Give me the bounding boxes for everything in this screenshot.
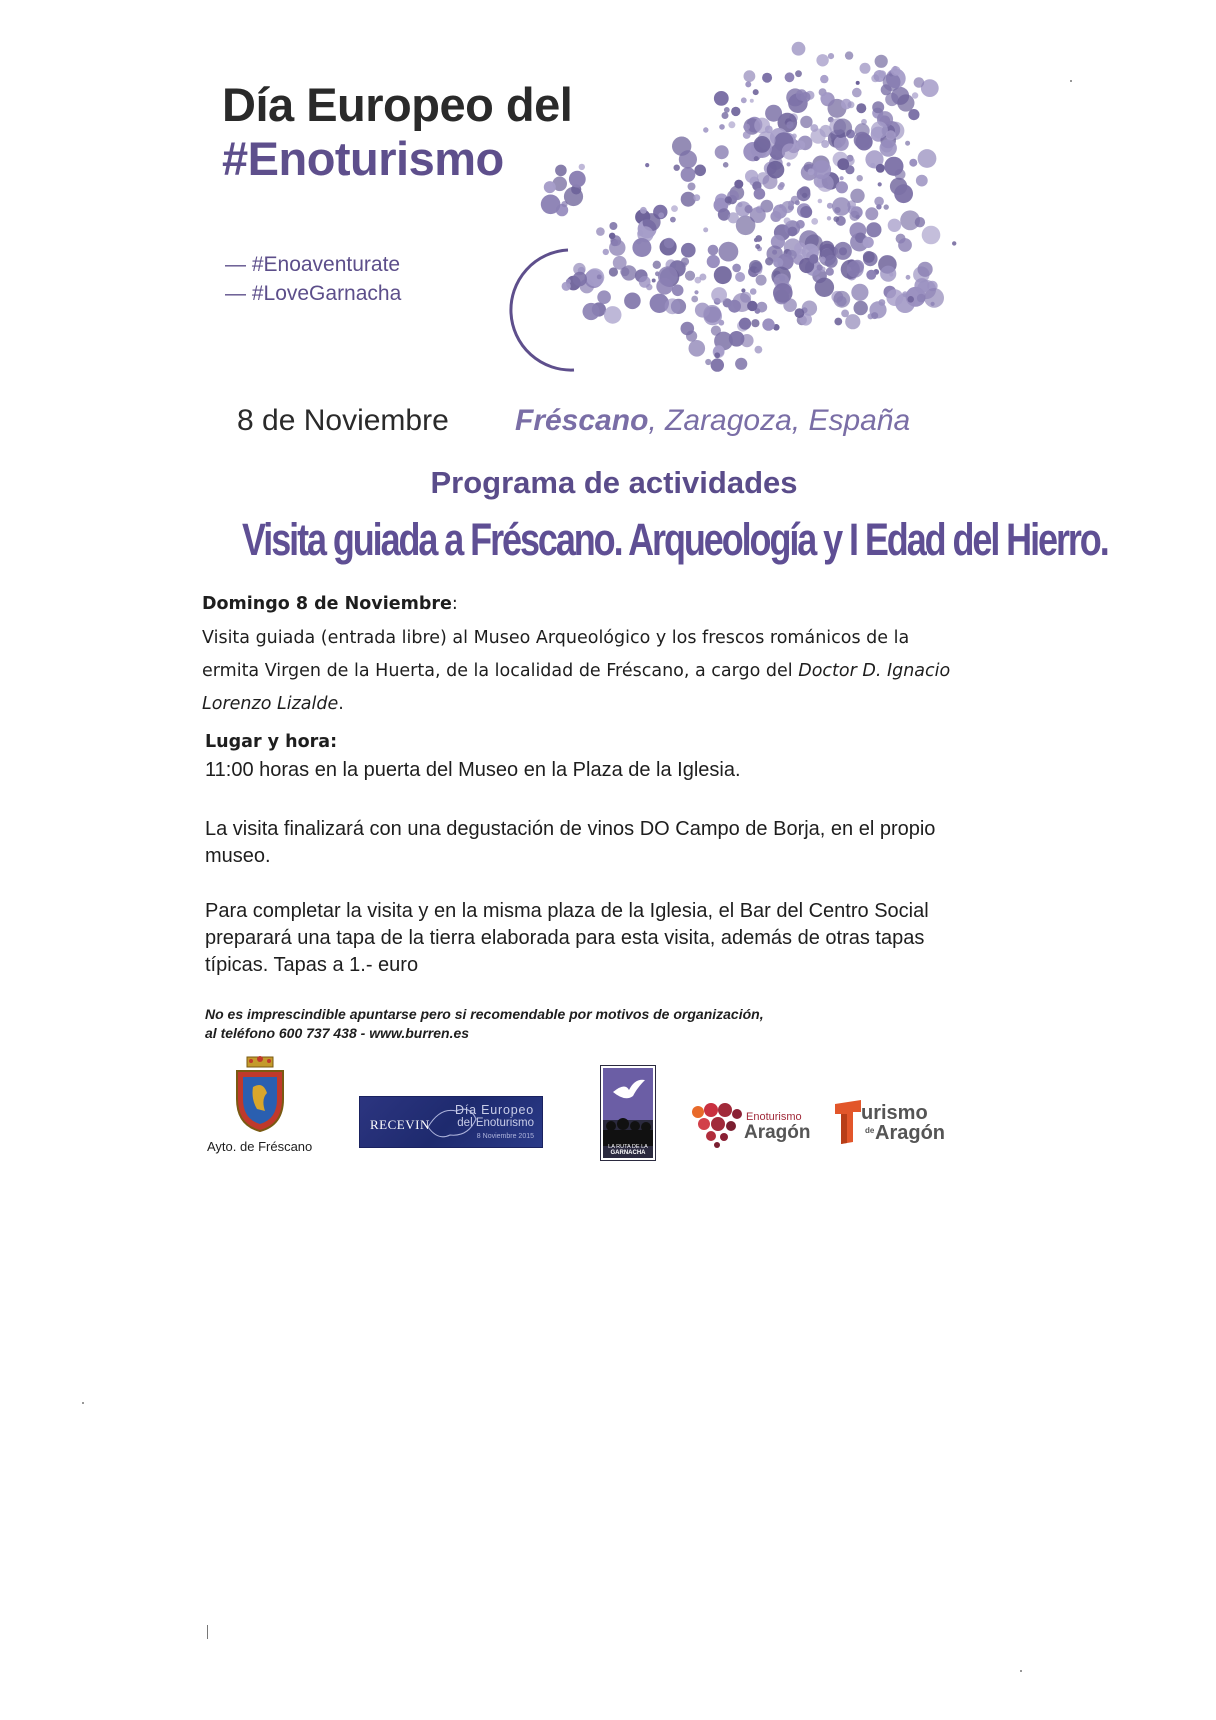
map-dot [689, 340, 706, 357]
map-dot [817, 264, 823, 270]
map-dot [670, 217, 676, 223]
day-heading-colon: : [451, 594, 458, 614]
map-dot [909, 159, 917, 167]
map-dot [762, 318, 774, 330]
map-dot [741, 288, 745, 292]
map-dot [566, 279, 571, 284]
map-dot [671, 205, 678, 212]
map-dot [732, 264, 741, 273]
map-dot [753, 89, 759, 95]
tapas-paragraph: Para completar la visita y en la misma plaza de la Iglesia, el Bar del Centro Social preparará una tapa de la tierra elaborada para esta visita, además de otras tapas típicas. Tapas a 1.- euro [205, 900, 929, 976]
map-dot [564, 187, 583, 206]
map-dot [889, 272, 893, 276]
map-dot [826, 268, 834, 276]
map-dot [751, 319, 759, 327]
map-dot [894, 184, 913, 203]
activity-description [202, 622, 962, 721]
activity-description-end: . [338, 694, 344, 714]
ruta-garnacha-logo [601, 1066, 655, 1160]
map-dot [820, 257, 826, 263]
map-dot [652, 279, 656, 283]
wine-tasting-paragraph: La visita finalizará con una degustación de vinos DO Campo de Borja, en el propio museo. [205, 818, 936, 867]
map-dot [870, 163, 875, 168]
scan-speck [82, 1402, 84, 1404]
map-dot [609, 222, 617, 230]
event-title-line1: Día Europeo del [222, 78, 573, 131]
map-dot [728, 212, 739, 223]
map-dot [579, 164, 585, 170]
map-dot [856, 103, 866, 113]
map-dot [694, 290, 698, 294]
map-dot [745, 170, 758, 183]
map-dot [851, 284, 868, 301]
map-dot [796, 89, 807, 100]
map-dot [832, 197, 851, 216]
map-dot [745, 81, 751, 87]
map-dot [695, 303, 710, 318]
map-dot [743, 124, 750, 131]
map-dot [609, 233, 616, 240]
program-title: Programa de actividades [430, 465, 798, 500]
town-hall-caption: Ayto. de Fréscano [207, 1139, 313, 1154]
map-dot [703, 227, 708, 232]
map-dot [685, 271, 695, 281]
map-dot [596, 227, 605, 236]
map-dot [875, 55, 888, 68]
map-dot [778, 184, 784, 190]
event-location [515, 404, 910, 438]
scan-speck [1070, 80, 1072, 82]
turismo-aragon-logo [833, 1096, 973, 1150]
map-dot [815, 278, 834, 297]
map-dot [788, 227, 798, 237]
map-dot [848, 101, 855, 108]
map-dot [703, 127, 708, 132]
map-dot [765, 126, 773, 134]
map-dot [632, 238, 651, 257]
map-dot [719, 124, 725, 130]
map-dot [825, 255, 838, 268]
map-dot [681, 192, 696, 207]
map-dot [856, 133, 873, 150]
map-dot [811, 218, 818, 225]
event-location-town: Fréscano [515, 404, 649, 437]
map-dot [828, 53, 834, 59]
map-dot [866, 222, 881, 237]
map-dot [755, 346, 763, 354]
map-dot [905, 141, 910, 146]
map-dot [891, 66, 901, 76]
recevin-date: 8 Noviembre 2015 [476, 1133, 534, 1140]
map-dot [750, 288, 757, 295]
map-dot [739, 318, 751, 330]
map-dot [792, 42, 806, 56]
map-dot [597, 290, 611, 304]
map-dot [705, 359, 711, 365]
enoturismo-region: Aragón [744, 1122, 811, 1143]
map-dot [714, 266, 732, 284]
map-dot [645, 163, 649, 167]
map-dot [695, 277, 702, 284]
map-dot [765, 105, 782, 122]
map-dot [688, 183, 696, 191]
map-dot [725, 196, 732, 203]
hashtag-list [225, 250, 401, 308]
map-dot [714, 352, 720, 358]
map-dot [802, 193, 807, 198]
map-dot [711, 287, 727, 303]
map-dot [833, 216, 839, 222]
map-dot [772, 155, 776, 159]
scan-speck [1020, 1670, 1022, 1672]
registration-note-line2: al teléfono 600 737 438 - www.burren.es [205, 1025, 470, 1041]
map-dot [597, 275, 602, 280]
map-dot [787, 162, 791, 166]
meeting-time-place: 11:00 horas en la puerta del Museo en la Plaza de la Iglesia. [205, 759, 741, 781]
registration-note [205, 1005, 925, 1043]
map-dot [718, 320, 724, 326]
map-dot [850, 211, 860, 221]
map-dot [679, 150, 697, 168]
map-dot [728, 300, 741, 313]
grape-cluster-icon [690, 1098, 744, 1148]
map-dot [888, 219, 901, 232]
map-dot [884, 204, 889, 209]
map-dot [609, 267, 618, 276]
map-dot [850, 189, 864, 203]
map-dot [800, 116, 812, 128]
map-dot [800, 206, 812, 218]
map-dot [907, 296, 914, 303]
map-dot [833, 119, 852, 138]
map-dot [544, 181, 556, 193]
map-dot [735, 272, 745, 282]
map-dot [791, 196, 799, 204]
map-dot [694, 165, 706, 177]
recevin-brand: RECEVIN [370, 1117, 430, 1132]
map-dot [609, 240, 625, 256]
event-title-line2: #Enoturismo [222, 132, 504, 185]
dot-cluster [541, 42, 957, 372]
map-dot [908, 109, 919, 120]
map-dot [860, 63, 871, 74]
europe-dot-map-graphic [496, 38, 966, 398]
hashtag-enoaventurate: — #Enoaventurate [225, 253, 401, 276]
map-dot [866, 270, 876, 280]
guide-name: Doctor D. Ignacio Lorenzo Lizalde [202, 661, 951, 714]
map-dot [808, 168, 815, 175]
map-dot [880, 266, 896, 282]
map-dot [922, 226, 941, 245]
map-dot [782, 143, 798, 159]
map-dot [728, 121, 735, 128]
map-dot [773, 205, 787, 219]
map-dot [573, 272, 587, 286]
day-heading [202, 588, 458, 621]
recevin-line1: Día Europeo [455, 1103, 534, 1117]
map-dot [756, 206, 764, 214]
map-dot [754, 136, 771, 153]
map-dot [674, 165, 680, 171]
map-dot [722, 112, 729, 119]
map-dot [833, 291, 850, 308]
map-dot [834, 136, 849, 151]
map-dot [749, 260, 762, 273]
map-dot [840, 176, 844, 180]
map-dot [621, 265, 636, 280]
map-dot [665, 298, 681, 314]
map-dot [871, 121, 888, 138]
map-dot [762, 73, 772, 83]
map-dot [729, 331, 745, 347]
map-dot [754, 238, 758, 242]
turismo-word: urismo [861, 1102, 928, 1124]
map-dot [827, 216, 831, 220]
map-dot [872, 101, 884, 113]
people-silhouette-icon [603, 1116, 653, 1146]
map-dot [681, 167, 696, 182]
scan-speck [207, 1625, 208, 1639]
map-dot [744, 70, 756, 82]
map-dot [658, 266, 678, 286]
map-dot [731, 107, 740, 116]
map-dot [906, 275, 911, 280]
map-dot [834, 318, 842, 326]
map-dot [767, 161, 785, 179]
turismo-region: Aragón [875, 1122, 945, 1144]
map-dot [924, 288, 944, 308]
map-dot [714, 91, 729, 106]
map-dot [812, 160, 831, 179]
map-dot [786, 121, 793, 128]
garnacha-line1: LA RUTA DE LA [608, 1144, 648, 1150]
map-dot [711, 358, 724, 371]
map-dot [912, 92, 918, 98]
activity-description-text: Visita guiada (entrada libre) al Museo Arqueológico y los frescos románicos de la ermita Virgen de la Huerta, de la localidad de Fréscano, a cargo del [202, 628, 910, 681]
map-dot [827, 203, 833, 209]
map-dot [745, 205, 753, 213]
map-dot [723, 162, 729, 168]
map-dot [672, 285, 684, 297]
map-dot [603, 249, 609, 255]
map-dot [741, 97, 747, 103]
map-dot [664, 238, 675, 249]
map-dot [784, 217, 791, 224]
enoturismo-aragon-logo [690, 1098, 820, 1148]
map-dot [715, 145, 729, 159]
map-dot [809, 254, 818, 263]
event-location-region: , Zaragoza, España [648, 404, 911, 437]
map-dot [693, 194, 700, 201]
map-dot [856, 81, 860, 85]
map-dot [871, 312, 878, 319]
map-dot [773, 283, 793, 303]
map-dot [583, 303, 600, 320]
activity-title: Visita guiada a Fréscano. Arqueología y I Edad del Hierro. [242, 514, 1108, 565]
map-dot [639, 276, 651, 288]
map-dot [707, 255, 720, 268]
map-dot [884, 157, 903, 176]
map-dot [820, 75, 828, 83]
map-dot [916, 175, 928, 187]
map-dot [852, 88, 862, 98]
map-dot [624, 293, 641, 310]
map-dot [541, 195, 561, 215]
map-dot [569, 171, 586, 188]
hashtag-lovegarnacha: — #LoveGarnacha [225, 282, 402, 305]
map-dot [918, 262, 933, 277]
map-dot [724, 107, 730, 113]
map-dot [900, 210, 920, 230]
map-dot [555, 165, 567, 177]
turismo-t-mark-icon [833, 1100, 863, 1144]
bird-icon [603, 1068, 653, 1120]
registration-note-line1: No es imprescindible apuntarse pero si recomendable por motivos de organización, [205, 1006, 764, 1022]
recevin-line2: del Enoturismo [457, 1117, 534, 1129]
map-dot [837, 158, 849, 170]
map-dot [841, 310, 849, 318]
map-dot [863, 251, 875, 263]
enoturismo-label: Enoturismo [746, 1111, 802, 1123]
recevin-logo [359, 1096, 543, 1148]
map-dot [735, 358, 747, 370]
map-dot [743, 131, 751, 139]
map-dot [918, 149, 937, 168]
map-dot [845, 51, 853, 59]
map-dot [878, 182, 882, 186]
map-dot [857, 175, 863, 181]
place-time-heading: Lugar y hora: [205, 732, 338, 752]
map-dot [952, 241, 956, 245]
map-dot [897, 94, 914, 111]
map-dot [847, 261, 864, 278]
map-dot [876, 204, 881, 209]
map-dot [604, 306, 622, 324]
day-heading-text: Domingo 8 de Noviembre [202, 594, 452, 614]
map-dot [719, 242, 739, 262]
map-dot [691, 296, 698, 303]
map-dot [755, 244, 760, 249]
map-dot [836, 181, 848, 193]
event-date: 8 de Noviembre [237, 404, 449, 437]
town-hall-logo [207, 1055, 317, 1154]
map-dot [834, 242, 852, 260]
arc-graphic [511, 250, 574, 370]
map-dot [756, 275, 767, 286]
map-dot [876, 164, 885, 173]
map-dot [640, 207, 647, 214]
map-dot [883, 73, 901, 91]
map-dot [795, 308, 805, 318]
map-dot [653, 261, 661, 269]
garnacha-line2: GARNACHA [610, 1150, 646, 1156]
map-dot [681, 243, 696, 258]
map-dot [754, 156, 759, 161]
map-dot [773, 258, 783, 268]
map-dot [820, 93, 831, 104]
map-dot [898, 238, 912, 252]
map-dot [886, 289, 903, 306]
map-dot [795, 70, 802, 77]
map-dot [754, 188, 766, 200]
map-dot [785, 72, 795, 82]
map-dot [816, 54, 828, 66]
map-dot [708, 245, 719, 256]
map-dot [686, 331, 697, 342]
map-dot [914, 77, 925, 88]
map-dot [787, 250, 797, 260]
map-dot [880, 139, 897, 156]
map-dot [865, 207, 878, 220]
map-dot [871, 74, 879, 82]
map-dot [818, 199, 823, 204]
map-dot [811, 129, 826, 144]
map-dot [750, 99, 754, 103]
turismo-de: de [865, 1126, 875, 1135]
coat-of-arms-icon [229, 1055, 291, 1133]
map-dot [863, 237, 874, 248]
map-dot [711, 326, 721, 336]
map-dot [747, 301, 757, 311]
map-dot [854, 301, 868, 315]
